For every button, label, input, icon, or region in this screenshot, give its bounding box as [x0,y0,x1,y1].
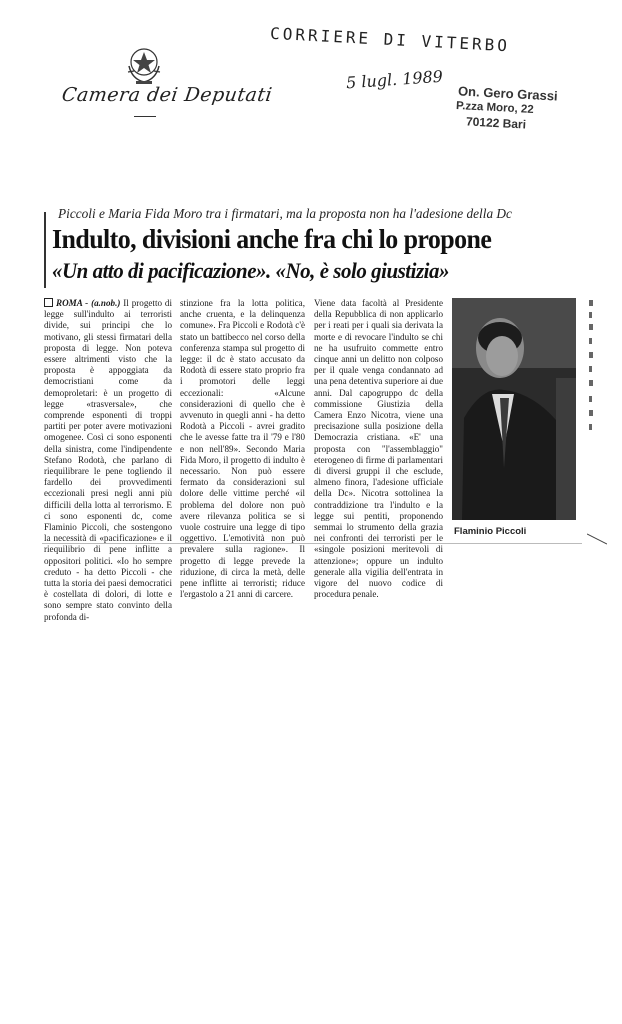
stamp-city: 70122 Bari [465,114,527,132]
checkbox-icon [44,298,53,307]
article-column-3: Viene data facoltà al Presidente della Repubblica di non applicarlo per i reati per i quali sia derivata la morte e di revocare l'indulto se chi ne ha usufruito commette entro cinque anni un delitto non colposo per il quale venga condannato ad una pena detentiva superiore ai due anni. Dal capogruppo dc della commissione Giustizia della Camera Enzo Nicotra, viene una precisazione sulla posizione della Democrazia cristiana. «E' una proposta con "l'assemblaggio" eterogeneo di firme di parlamentari di diversi gruppi il che esclude, almeno finora, l'adesione ufficiale della Dc». Nicotra sottolinea la contraddizione tra l'indulto e la legge sui pentiti, proponendo semmai lo strumento della grazia nei confronti dei terroristi per le «singole posizioni meritevoli di attenzione»; oppure un indulto generale alla vigilia dell'entrata in vigore del nuovo codice di procedura penale. [314,298,443,600]
article-dateline: ROMA - (a.nob.) [56,298,121,308]
article-subheadline: «Un atto di pacificazione». «No, è solo giustizia» [52,258,450,283]
institution-name: Camera dei Deputati [60,84,274,106]
cropped-adjacent-text [587,298,607,548]
handwritten-newspaper-name: CORRIERE DI VITERBO [269,23,511,56]
portrait-photo [452,298,576,520]
clipping-edge-bar [44,212,46,288]
stamp-street: P.zza Moro, 22 [455,99,535,117]
photo-caption: Flaminio Piccoli [454,526,527,537]
italian-republic-emblem-icon [124,44,164,86]
article-kicker: Piccoli e Maria Fida Moro tra i firmatari, ma la proposta non ha l'adesione della Dc [58,206,512,221]
article-column-2: stinzione fra la lotta politica, anche cruenta, e la delinquenza comune». Fra Piccoli e Rodotà c'è stato un battibecco nel corso della conferenza stampa sul progetto di legge: il dc è stato accusato da Rodotà di essere stato proprio fra i promotori delle leggi eccezionali: «Alcune considerazioni di quello che è avvenuto in quegli anni - ha detto Rodotà a Piccoli - avrei gradito che le avesse fatte tra il '79 e l'80 e non nell'89». Secondo Maria Fida Moro, il progetto di indulto è necessario. Non può essere fermato da considerazioni sul dolore delle vittime perché «il problema del dolore non può avere rilevanza politica se si vuole costruire una legge di tipo oggettivo. L'emotività non può prevalere sulla ragione». Il progetto di legge prevede la riduzione, di circa la metà, delle pene inflitte ai terroristi; riduce l'ergastolo a 21 anni di carcere. [180,298,305,600]
stamp-name: On. Gero Grassi [457,83,559,104]
article-headline: Indulto, divisioni anche fra chi lo propone [52,224,492,254]
header-divider [134,116,156,117]
scan-artifact-line [42,543,582,544]
article-column-1 [44,298,172,623]
article-column-1-text: Il progetto di legge sull'indulto ai terroristi divide, sui principi che lo motivano, gli stessi firmatari della proposta di legge. Non poteva essere altrimenti visto che la proposta è appoggiata da democristiani come da demoproletari: è un progetto di legge «trasversale», che comprende esponenti di troppi partiti per poter avere motivazioni omogenee. Così ci sono esponenti della sinistra, come l'indipendente Stefano Rodotà, che parlano di riequilibrare le pene togliendo il fardello dei provvedimenti eccezionali presi negli anni più difficili della lotta al terrorismo. E ci sono esponenti dc, come Flaminio Piccoli, che sostengono la necessità di «pacificazione» e il riequilibrio di pene inflitte a oppositori politici. «Io ho sempre creduto - ha detto Piccoli - che tutta la storia dei paesi democratici è costellata di dolori, di lotte e sono sempre stato convinto della profonda di- [44,298,172,622]
handwritten-date: 5 lugl. 1989 [345,66,444,93]
